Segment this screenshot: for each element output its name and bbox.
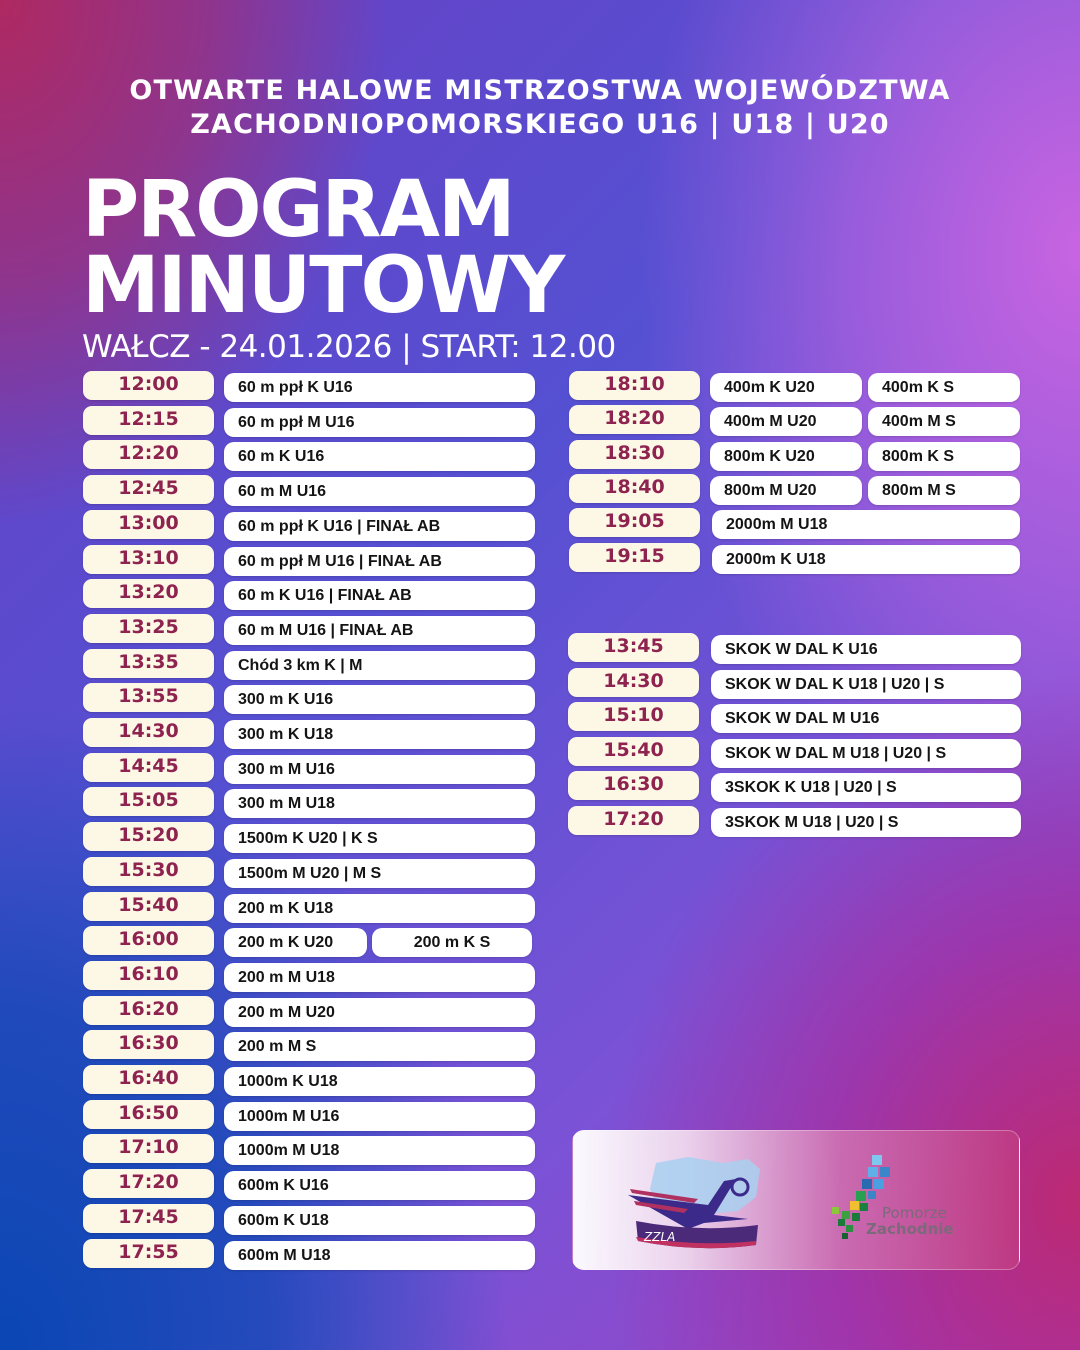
event-pill: 400m M S [868,407,1020,436]
title-line-1: PROGRAM [82,165,514,255]
time-pill: 12:15 [83,406,214,435]
time-pill: 16:20 [83,996,214,1025]
time-pill: 12:00 [83,371,214,400]
event-pill: 300 m K U18 [224,720,535,749]
schedule-row [0,1030,1080,1060]
time-pill: 17:45 [83,1204,214,1233]
schedule-row [0,440,1080,470]
event-pill: SKOK W DAL M U18 | U20 | S [711,739,1021,768]
time-pill: 17:20 [83,1169,214,1198]
schedule-row [0,668,1080,698]
schedule-row [0,771,1080,801]
event-pill: 60 m M U16 [224,477,535,506]
time-pill: 17:20 [568,806,699,835]
pomorze-zachodnie-logo [828,1153,958,1253]
schedule-row [0,474,1080,504]
event-pill: 3SKOK K U18 | U20 | S [711,773,1021,802]
event-pill: SKOK W DAL K U16 [711,635,1021,664]
time-pill: 16:00 [83,926,214,955]
time-pill: 16:30 [83,1030,214,1059]
time-pill: 13:25 [83,614,214,643]
event-pill: 1000m M U16 [224,1102,535,1131]
schedule-row [0,1100,1080,1130]
time-pill: 16:40 [83,1065,214,1094]
zachodnie-text: Zachodnie [866,1220,954,1238]
time-pill: 13:35 [83,649,214,678]
event-pill: 200 m M U20 [224,998,535,1027]
time-pill: 13:00 [83,510,214,539]
schedule-row [0,926,1080,956]
time-pill: 13:55 [83,683,214,712]
schedule-row [0,508,1080,538]
time-pill: 15:40 [83,892,214,921]
schedule-row [0,371,1080,401]
svg-text:ZZLA: ZZLA [644,1230,676,1244]
time-pill: 13:10 [83,545,214,574]
time-pill: 18:40 [569,474,700,503]
schedule-row [0,579,1080,609]
title-line-2: MINUTOWY [82,241,564,331]
event-pill: 800m K S [868,442,1020,471]
time-pill: 15:30 [83,857,214,886]
page-title [82,165,564,331]
time-pill: 18:10 [569,371,700,400]
time-pill: 16:30 [568,771,699,800]
schedule-row [0,702,1080,732]
event-pill: 60 m K U16 [224,442,535,471]
venue-date-start: WAŁCZ - 24.01.2026 | START: 12.00 [82,329,616,365]
time-pill: 13:45 [568,633,699,662]
event-pill: 300 m M U18 [224,789,535,818]
event-pill: 400m K S [868,373,1020,402]
event-pill: Chód 3 km K | M [224,651,535,680]
event-pill: 60 m ppł K U16 | FINAŁ AB [224,512,535,541]
event-pill: 60 m ppł K U16 [224,373,535,402]
time-pill: 16:10 [83,961,214,990]
time-pill: 16:50 [83,1100,214,1129]
time-pill: 15:20 [83,822,214,851]
time-pill: 14:30 [568,668,699,697]
sponsor-logo-card [572,1130,1020,1270]
time-pill: 14:30 [83,718,214,747]
event-pill: 60 m ppł M U16 | FINAŁ AB [224,547,535,576]
event-pill: 200 m M S [224,1032,535,1061]
event-pill: 1000m M U18 [224,1136,535,1165]
event-pill: 800m M S [868,476,1020,505]
schedule-row [0,633,1080,663]
schedule-row [0,405,1080,435]
pomorze-text: Pomorze [882,1204,947,1222]
event-pill: 60 m ppł M U16 [224,408,535,437]
time-pill: 19:05 [569,508,700,537]
event-pill: SKOK W DAL M U16 [711,704,1021,733]
schedule-row [0,892,1080,922]
event-pill: 1500m K U20 | K S [224,824,535,853]
time-pill: 17:55 [83,1239,214,1268]
time-pill: 17:10 [83,1134,214,1163]
event-pill: 200 m K U18 [224,894,535,923]
schedule-row [0,1065,1080,1095]
schedule-row [0,857,1080,887]
time-pill: 15:10 [568,702,699,731]
event-pill: 2000m K U18 [712,545,1020,574]
event-pill: 60 m M U16 | FINAŁ AB [224,616,535,645]
event-pill: 300 m M U16 [224,755,535,784]
schedule-row [0,996,1080,1026]
time-pill: 18:30 [569,440,700,469]
event-pill: 3SKOK M U18 | U20 | S [711,808,1021,837]
event-pill: 400m K U20 [710,373,862,402]
time-pill: 13:20 [83,579,214,608]
schedule-row [0,737,1080,767]
event-pill: 800m K U20 [710,442,862,471]
event-pill: 1500m M U20 | M S [224,859,535,888]
time-pill: 18:20 [569,405,700,434]
time-pill: 19:15 [569,543,700,572]
schedule-row [0,543,1080,573]
event-pill: 300 m K U16 [224,685,535,714]
event-pill: 1000m K U18 [224,1067,535,1096]
zzla-logo-icon [628,1149,768,1257]
event-pill: 800m M U20 [710,476,862,505]
time-pill: 12:20 [83,440,214,469]
subtitle-line-2: ZACHODNIOPOMORSKIEGO U16 | U18 | U20 [190,109,890,140]
event-pill: 600m K U16 [224,1171,535,1200]
event-subtitle [0,74,1080,142]
event-pill: 600m M U18 [224,1241,535,1270]
event-pill: 60 m K U16 | FINAŁ AB [224,581,535,610]
time-pill: 12:45 [83,475,214,504]
event-pill: 2000m M U18 [712,510,1020,539]
time-pill: 14:45 [83,753,214,782]
event-pill: 200 m K U20 [224,928,367,957]
event-pill: 600m K U18 [224,1206,535,1235]
time-pill: 15:05 [83,787,214,816]
event-pill: SKOK W DAL K U18 | U20 | S [711,670,1021,699]
event-pill: 200 m K S [372,928,532,957]
time-pill: 15:40 [568,737,699,766]
subtitle-line-1: OTWARTE HALOWE MISTRZOSTWA WOJEWÓDZTWA [129,75,951,106]
event-pill: 400m M U20 [710,407,862,436]
schedule-row [0,806,1080,836]
event-pill: 200 m M U18 [224,963,535,992]
schedule-row [0,961,1080,991]
